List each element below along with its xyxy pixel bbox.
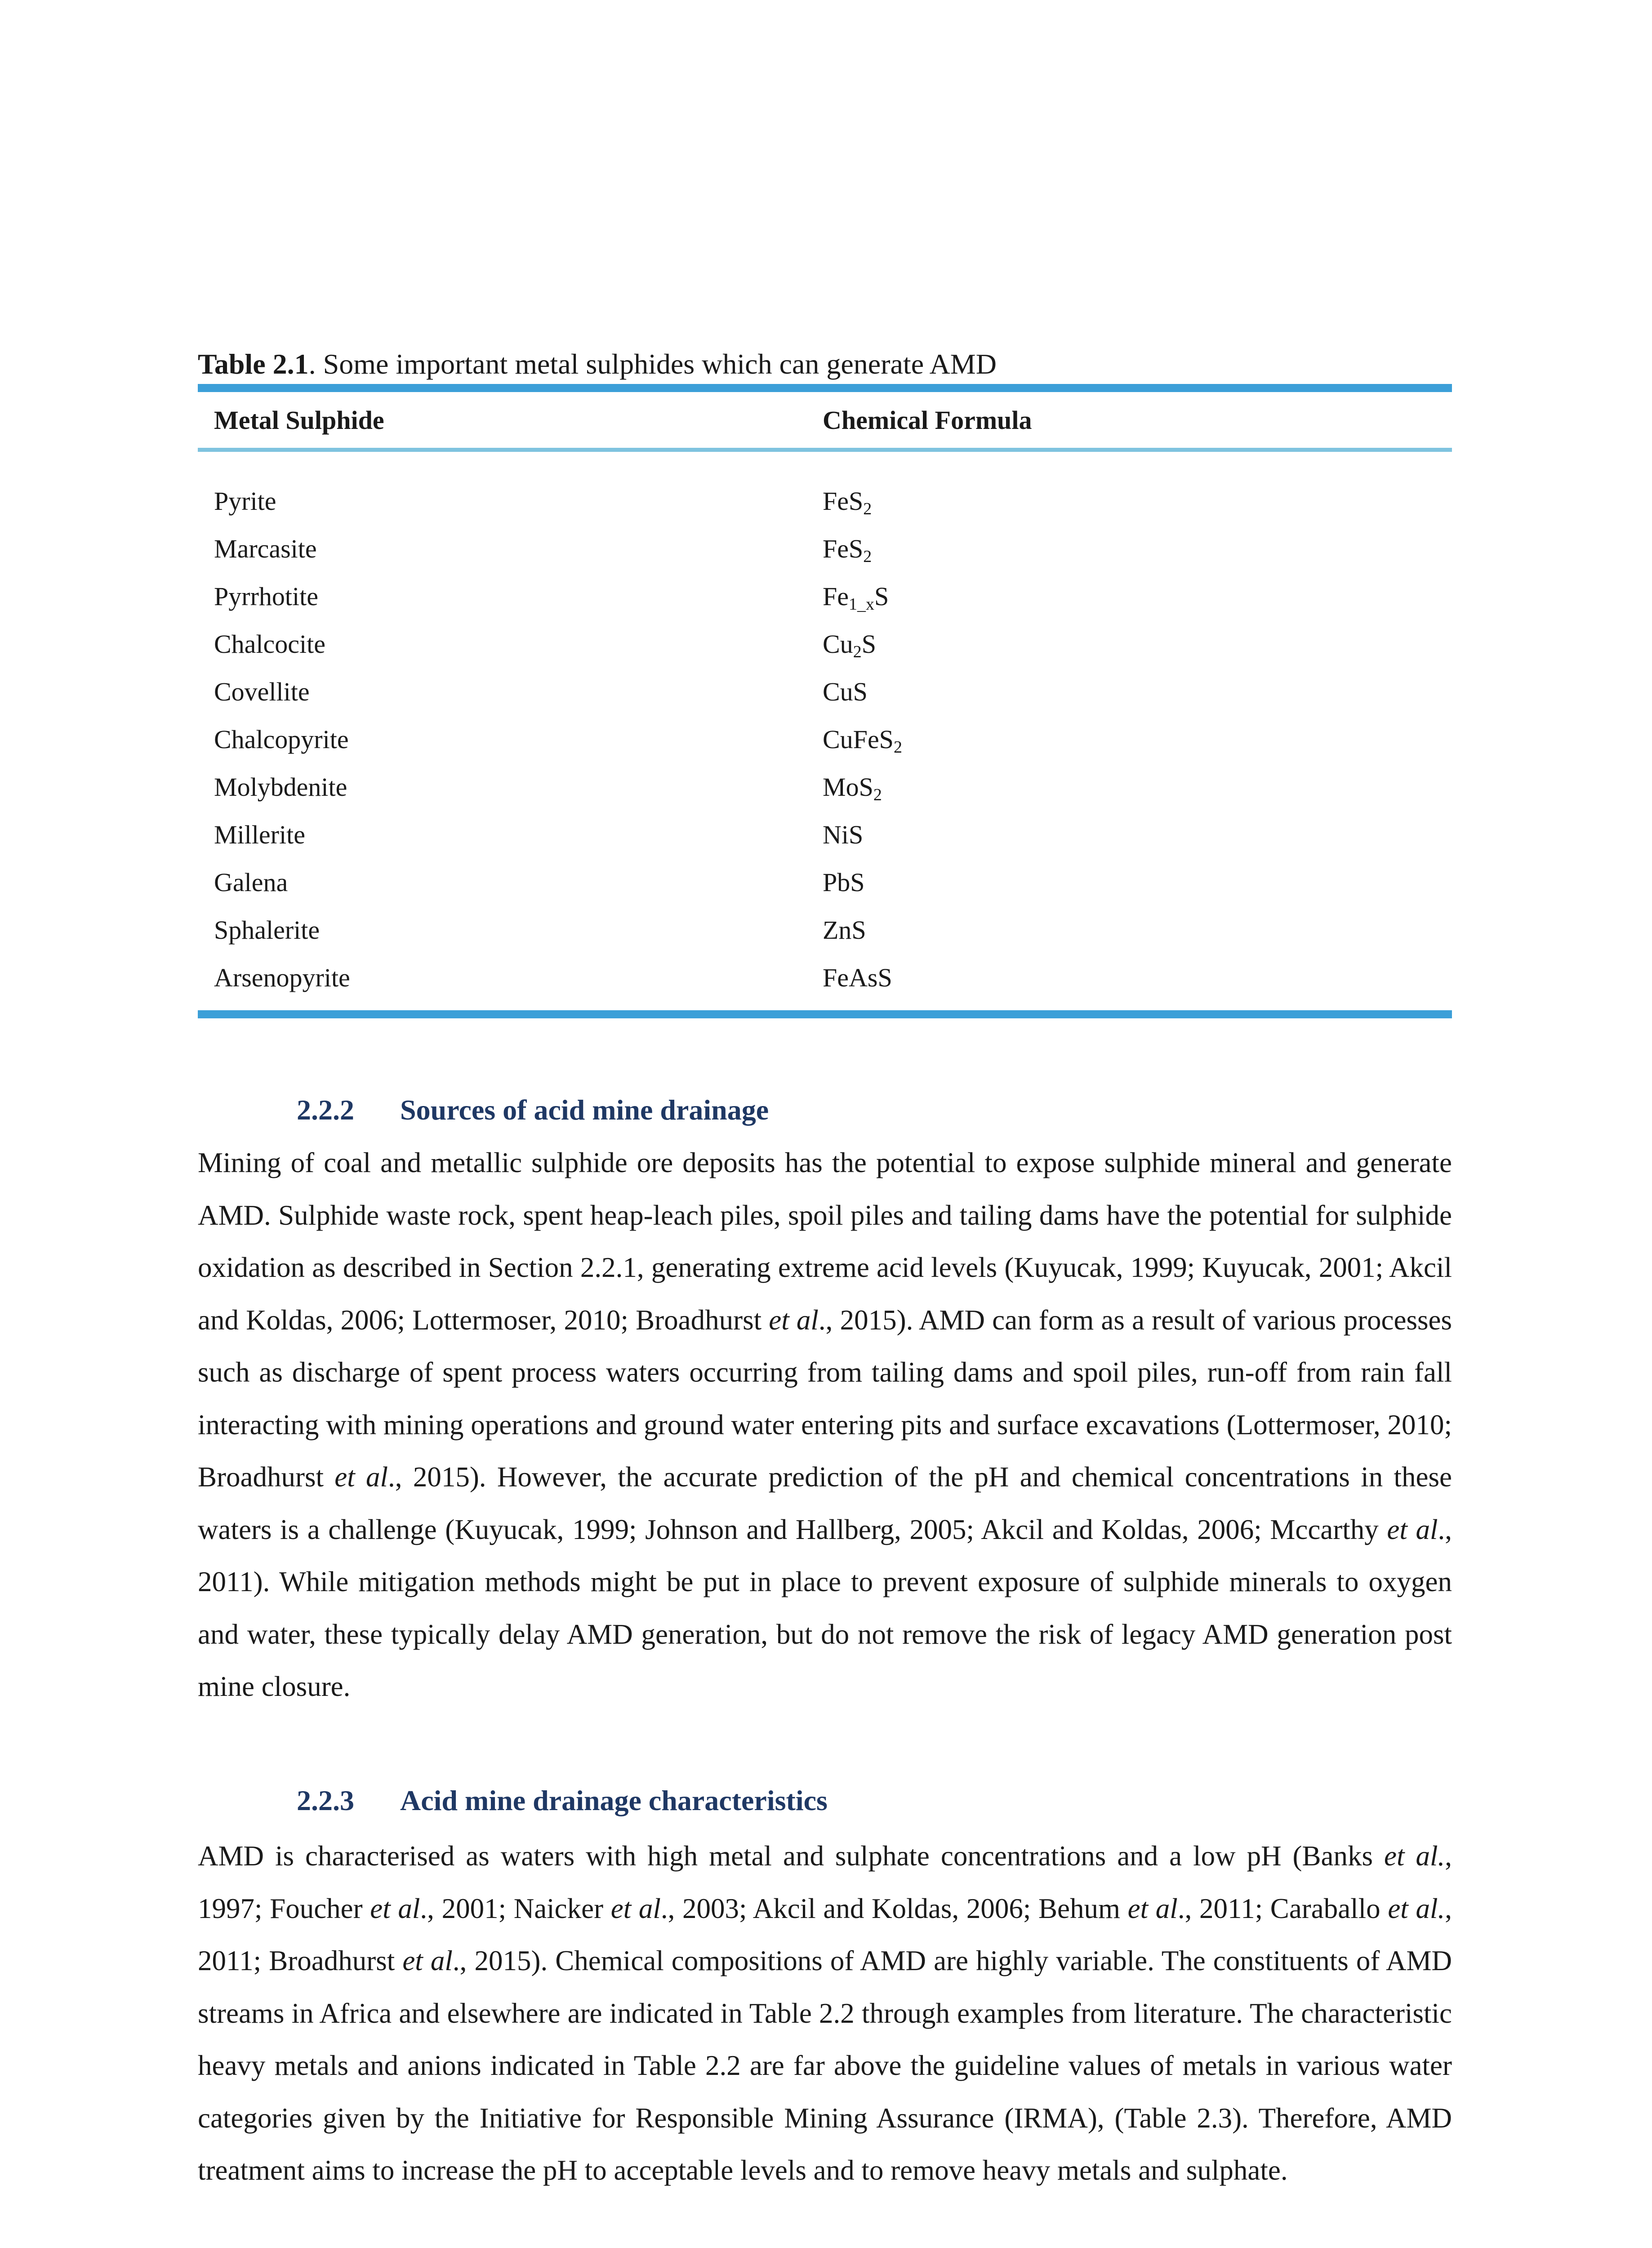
chemical-formula: CuFeS$_2$ (823, 724, 902, 757)
chemical-formula: FeS$_2$ (823, 486, 872, 518)
table-row (198, 906, 1452, 954)
table-caption (198, 350, 997, 379)
table-header-row (198, 392, 1452, 448)
metal-sulphide-name: Galena (214, 867, 288, 897)
table-row (198, 477, 1452, 525)
table-row (198, 525, 1452, 572)
table-caption-label: Table 2.1 (198, 348, 309, 380)
chemical-formula: $Fe_{1\_x}S$ (823, 581, 889, 614)
table-row (198, 620, 1452, 668)
table-row (198, 668, 1452, 715)
chemical-formula: ZnS (823, 915, 866, 945)
table-row (198, 715, 1452, 763)
chemical-formula: FeAsS (823, 963, 892, 992)
metal-sulphide-name: Sphalerite (214, 915, 320, 945)
chemical-formula: FeS$_2$ (823, 534, 872, 566)
table-top-rule (198, 384, 1452, 392)
section-heading-2-2-2 (297, 1093, 769, 1127)
metal-sulphides-table (198, 384, 1452, 1018)
metal-sulphide-name: Arsenopyrite (214, 963, 350, 992)
table-header-rule (198, 448, 1452, 452)
header-chemical-formula: Chemical Formula (823, 405, 1032, 435)
metal-sulphide-name: Pyrrhotite (214, 581, 318, 611)
section-title: Acid mine drainage characteristics (400, 1784, 828, 1816)
metal-sulphide-name: Millerite (214, 820, 305, 849)
metal-sulphide-name: Pyrite (214, 486, 276, 516)
chemical-formula: NiS (823, 820, 864, 849)
table-row (198, 572, 1452, 620)
paragraph-sources-of-amd: Mining of coal and metallic sulphide ore deposits has the potential to expose sulphide mineral and generate AMD. Sulphide waste rock, spent heap-leach piles, spoil piles and tailing dams have the potential for sulphide oxidation as described in Section 2.2.1, generating extreme acid levels (Kuyucak, 1999; Kuyucak, 2001; Akcil and Koldas, 2006; Lottermoser, 2010; Broadhurst et al., 2015). AMD can form as a result of various processes such as discharge of spent process waters occurring from tailing dams and spoil piles, run-off from rain fall interacting with mining operations and ground water entering pits and surface excavations (Lottermoser, 2010; Broadhurst et al., 2015). However, the accurate prediction of the pH and chemical concentrations in these waters is a challenge (Kuyucak, 1999; Johnson and Hallberg, 2005; Akcil and Koldas, 2006; Mccarthy et al., 2011). While mitigation methods might be put in place to prevent exposure of sulphide minerals to oxygen and water, these typically delay AMD generation, but do not remove the risk of legacy AMD generation post mine closure. (198, 1147, 1452, 1702)
table-caption-text: . Some important metal sulphides which can generate AMD (308, 348, 997, 380)
metal-sulphide-name: Marcasite (214, 534, 317, 563)
section-number: 2.2.2 (297, 1094, 354, 1126)
metal-sulphide-name: Covellite (214, 677, 310, 706)
chemical-formula: $Cu_2S$ (823, 629, 876, 661)
chemical-formula: MoS$_2$ (823, 772, 882, 804)
chemical-formula: CuS (823, 677, 868, 706)
section-heading-2-2-3 (297, 1784, 828, 1817)
metal-sulphide-name: Chalcocite (214, 629, 326, 659)
table-row (198, 763, 1452, 811)
paragraph-amd-characteristics: AMD is characterised as waters with high metal and sulphate concentrations and a low pH (Banks et al., 1997; Foucher et al., 2001; Naicker et al., 2003; Akcil and Koldas, 2006; Behum et al., 2011; Caraballo et al., 2011; Broadhurst et al., 2015). Chemical compositions of AMD are highly variable. The constituents of AMD streams in Africa and elsewhere are indicated in Table 2.2 through examples from literature. The characteristic heavy metals and anions indicated in Table 2.2 are far above the guideline values of metals in various water categories given by the Initiative for Responsible Mining Assurance (IRMA), (Table 2.3). Therefore, AMD treatment aims to increase the pH to acceptable levels and to remove heavy metals and sulphate. (198, 1840, 1452, 2186)
table-body (198, 452, 1452, 1010)
metal-sulphide-name: Molybdenite (214, 772, 347, 802)
section-title: Sources of acid mine drainage (400, 1094, 769, 1126)
table-row (198, 811, 1452, 858)
section-number: 2.2.3 (297, 1784, 354, 1816)
table-row (198, 954, 1452, 1001)
header-metal-sulphide: Metal Sulphide (214, 405, 384, 435)
chemical-formula: PbS (823, 867, 865, 897)
table-bottom-rule (198, 1010, 1452, 1018)
table-row (198, 858, 1452, 906)
metal-sulphide-name: Chalcopyrite (214, 724, 349, 754)
